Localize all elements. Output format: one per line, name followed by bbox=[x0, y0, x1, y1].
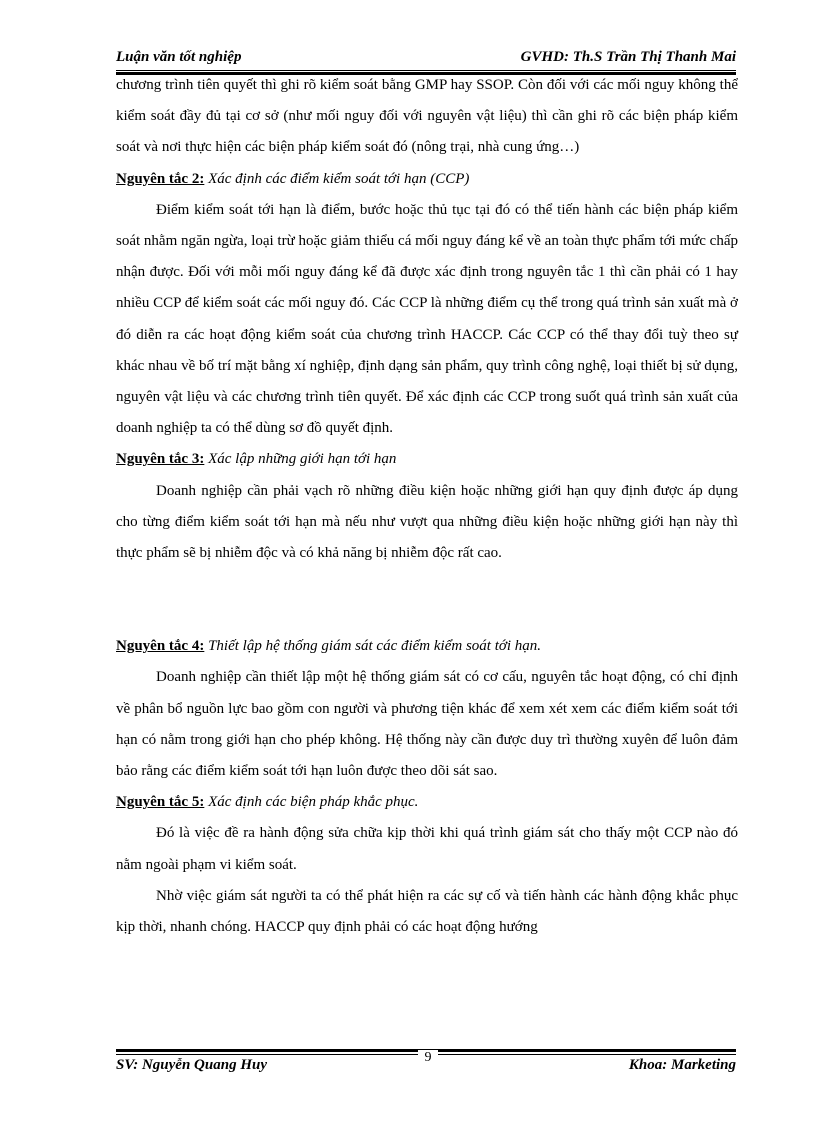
footer-faculty: Khoa: Marketing bbox=[628, 1057, 736, 1073]
principle-2-heading bbox=[116, 164, 738, 195]
header-thesis-label: Luận văn tốt nghiệp bbox=[116, 49, 242, 65]
principle-5-paragraph-2: Nhờ việc giám sát người ta có thể phát hiện ra các sự cố và tiến hành các hành động khắc phục kịp thời, nhanh chóng. HACCP quy định phải có các hoạt động hướng bbox=[116, 887, 738, 936]
principle-4-label: Nguyên tắc 4: bbox=[116, 638, 205, 655]
principle-3-title: Xác lập những giới hạn tới hạn bbox=[204, 451, 397, 468]
blank-gap bbox=[116, 569, 738, 631]
principle-5-heading bbox=[116, 787, 738, 818]
principle-3-paragraph: Doanh nghiệp cần phải vạch rõ những điều kiện hoặc những giới hạn quy định được áp dụng cho từng điểm kiểm soát tới hạn mà nếu như vượt qua những điều kiện hoặc những giới hạn này thì thực phẩm sẽ bị nhiễm độc và có khả năng bị nhiễm độc rất cao. bbox=[116, 482, 738, 562]
page-footer bbox=[116, 1057, 736, 1079]
principle-4-paragraph: Doanh nghiệp cần thiết lập một hệ thống giám sát có cơ cấu, nguyên tắc hoạt động, có chỉ định về phân bổ nguồn lực bao gồm con người và phương tiện khác để xem xét xem các điểm kiểm soát tới hạn có nằm trong giới hạn cho phép không. Hệ thống này cần được duy trì thường xuyên để luôn đảm bảo rằng các điểm kiểm soát tới hạn luôn được theo dõi sát sao. bbox=[116, 669, 738, 780]
intro-paragraph: chương trình tiên quyết thì ghi rõ kiểm soát bằng GMP hay SSOP. Còn đối với các mối nguy không thể kiểm soát đầy đủ tại cơ sở (như mối nguy đối với nguyên vật liệu) thì cần ghi rõ các biện pháp kiểm soát và nơi thực hiện các biện pháp kiểm soát đó (nông trại, nhà cung ứng…) bbox=[116, 77, 738, 156]
principle-5-title: Xác định các biện pháp khắc phục. bbox=[204, 794, 419, 811]
footer-student: SV: Nguyễn Quang Huy bbox=[116, 1057, 267, 1073]
principle-5-paragraph-1: Đó là việc đề ra hành động sửa chữa kịp thời khi quá trình giám sát cho thấy một CCP nào đó nằm ngoài phạm vi kiểm soát. bbox=[116, 825, 738, 873]
principle-3-label: Nguyên tắc 3: bbox=[116, 451, 205, 468]
principle-2-paragraph: Điểm kiểm soát tới hạn là điểm, bước hoặc thủ tục tại đó có thể tiến hành các biện pháp kiểm soát nhằm ngăn ngừa, loại trừ hoặc giảm thiểu cá mối nguy đáng kể về an toàn thực phẩm tới mức chấp nhận được. Đối với mỗi mối nguy đáng kể đã được xác định trong nguyên tắc 1 thì cần phải có 1 hay nhiều CCP để kiểm soát các mối nguy đó. Các CCP là những điểm cụ thể trong quá trình sản xuất mà ở đó diễn ra các hoạt động kiểm soát của chương trình HACCP. Các CCP có thể thay đổi tuỳ theo sự khác nhau về bố trí mặt bằng xí nghiệp, định dạng sản phẩm, quy trình công nghệ, loại thiết bị sử dụng, nguyên vật liệu và các chương trình tiên quyết. Để xác định các CCP trong suốt quá trình sản xuất của doanh nghiệp ta có thể dùng sơ đồ quyết định. bbox=[116, 201, 738, 437]
page-number: 9 bbox=[418, 1050, 438, 1066]
principle-4-title: Thiết lập hệ thống giám sát các điểm kiểm soát tới hạn. bbox=[204, 638, 542, 655]
principle-3-heading bbox=[116, 444, 738, 475]
principle-4-heading bbox=[116, 631, 738, 662]
principle-2-label: Nguyên tắc 2: bbox=[116, 170, 205, 187]
header-supervisor: GVHD: Th.S Trần Thị Thanh Mai bbox=[520, 49, 736, 65]
principle-2-title: Xác định các điểm kiểm soát tới hạn (CCP) bbox=[204, 170, 470, 187]
page-header bbox=[116, 49, 736, 71]
page-body bbox=[116, 70, 738, 943]
principle-5-label: Nguyên tắc 5: bbox=[116, 794, 205, 811]
